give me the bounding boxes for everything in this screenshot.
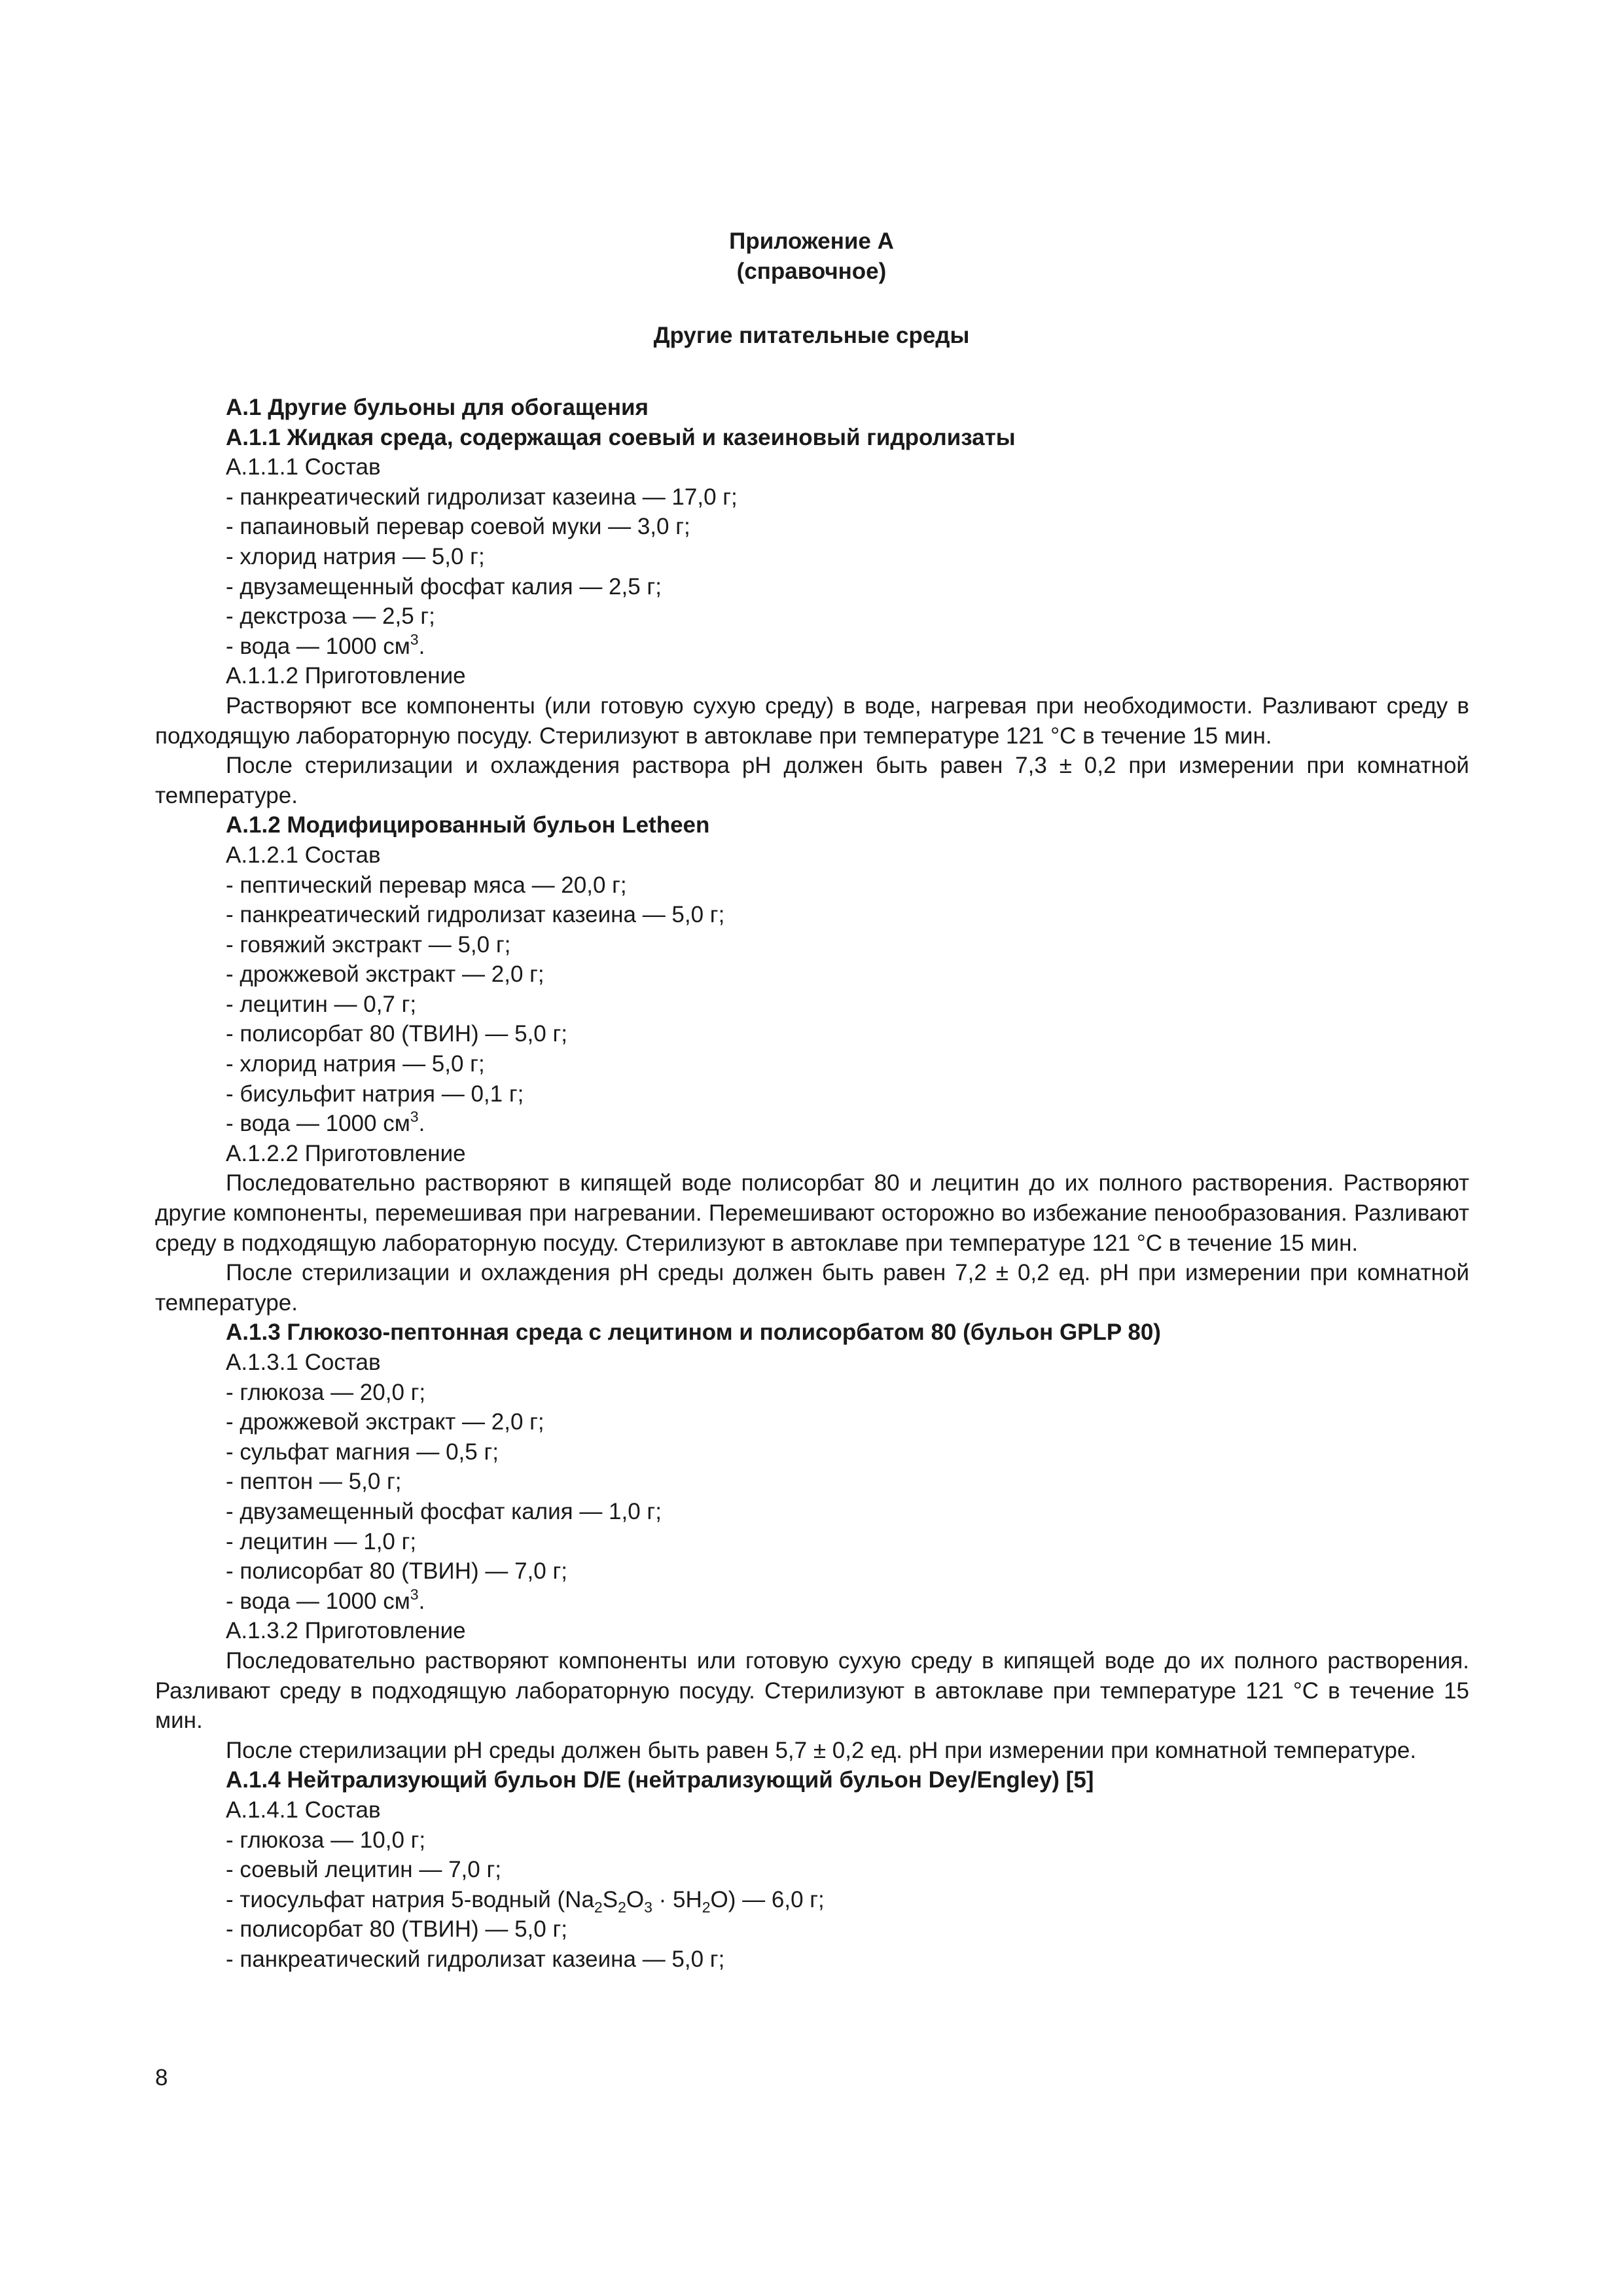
subsection-heading: А.1.4 Нейтрализующий бульон D/E (нейтрализующий бульон Dey/Engley) [5]: [226, 1767, 1094, 1793]
formula-subscript: 2: [702, 1898, 711, 1916]
appendix-title: Другие питательные среды: [653, 323, 970, 348]
list-item: - соевый лецитин — 7,0 г;: [226, 1857, 501, 1883]
list-item: - панкреатический гидролизат казеина — 17,0 г;: [226, 484, 738, 510]
paragraph: Последовательно растворяют в кипящей воде полисорбат 80 и лецитин до их полного растворения. Растворяют другие компоненты, перемешивая при нагревании. Перемешивают осторожно во избежание пенообразования. Разливают среду в подходящую лабораторную посуду. Стерилизуют в автоклаве при температуре 121 °С в течение 15 мин.: [155, 1170, 1469, 1256]
list-item: - дрожжевой экстракт — 2,0 г;: [226, 961, 544, 988]
list-item-thiosulfate: [155, 1885, 1469, 1915]
water-text: - вода — 1000 см: [226, 1588, 410, 1614]
list-item: - пептический перевар мяса — 20,0 г;: [226, 872, 627, 898]
list-item-water: [155, 1109, 1469, 1139]
paragraph: После стерилизации и охлаждения раствора pH должен быть равен 7,3 ± 0,2 при измерении при комнатной температуре.: [155, 753, 1469, 808]
list-item: - папаиновый перевар соевой муки — 3,0 г;: [226, 514, 690, 540]
subsection-heading: А.1.3 Глюкозо-пептонная среда с лецитином и полисорбатом 80 (бульон GPLP 80): [226, 1319, 1161, 1346]
subsection-heading: А.1.2 Модифицированный бульон Letheen: [226, 812, 710, 838]
list-item: - декстроза — 2,5 г;: [226, 603, 435, 630]
composition-heading: А.1.4.1 Состав: [226, 1797, 381, 1823]
formula-text: S: [602, 1886, 618, 1912]
subsection-heading: А.1.1 Жидкая среда, содержащая соевый и казеиновый гидролизаты: [226, 424, 1016, 450]
cube-superscript: 3: [410, 1108, 419, 1126]
document-body: [155, 393, 1469, 1974]
list-item: - панкреатический гидролизат казеина — 5,0 г;: [226, 1946, 725, 1972]
formula-text: · 5H: [652, 1886, 702, 1912]
cube-superscript: 3: [410, 630, 419, 648]
page-number: 8: [155, 2065, 168, 2090]
formula-subscript: 2: [594, 1898, 603, 1916]
preparation-heading: А.1.3.2 Приготовление: [226, 1618, 466, 1644]
appendix-label: Приложение А: [729, 228, 894, 254]
list-item: - полисорбат 80 (ТВИН) — 5,0 г;: [226, 1916, 567, 1943]
list-item: - двузамещенный фосфат калия — 2,5 г;: [226, 573, 662, 600]
paragraph: После стерилизации pH среды должен быть равен 5,7 ± 0,2 ед. pH при измерении при комнатной температуре.: [226, 1737, 1417, 1763]
water-text: - вода — 1000 см: [226, 1111, 410, 1137]
list-item: - бисульфит натрия — 0,1 г;: [226, 1081, 524, 1107]
list-item: - двузамещенный фосфат калия — 1,0 г;: [226, 1498, 662, 1524]
list-item: - глюкоза — 10,0 г;: [226, 1827, 426, 1853]
list-item: - пептон — 5,0 г;: [226, 1469, 402, 1495]
list-item: - полисорбат 80 (ТВИН) — 5,0 г;: [226, 1021, 567, 1047]
list-item: - панкреатический гидролизат казеина — 5,0 г;: [226, 902, 725, 928]
list-item: - сульфат магния — 0,5 г;: [226, 1439, 499, 1465]
paragraph: Растворяют все компоненты (или готовую сухую среду) в воде, нагревая при необходимости. Разливают среду в подходящую лабораторную посуду. Стерилизуют в автоклаве при температуре 121 °С в течение 15 мин.: [155, 692, 1469, 749]
list-item: - хлорид натрия — 5,0 г;: [226, 543, 485, 569]
period: .: [418, 1111, 425, 1137]
composition-heading: А.1.3.1 Состав: [226, 1350, 381, 1375]
list-item: - хлорид натрия — 5,0 г;: [226, 1051, 485, 1077]
paragraph: После стерилизации и охлаждения pH среды должен быть равен 7,2 ± 0,2 ед. pH при измерении при комнатной температуре.: [155, 1260, 1469, 1316]
list-item: - лецитин — 0,7 г;: [226, 991, 417, 1017]
list-item: - глюкоза — 20,0 г;: [226, 1379, 426, 1405]
preparation-heading: А.1.1.2 Приготовление: [226, 663, 466, 689]
formula-text: O) — 6,0 г;: [710, 1886, 825, 1912]
preparation-heading: А.1.2.2 Приготовление: [226, 1140, 466, 1166]
appendix-type: (справочное): [736, 259, 887, 284]
list-item: - лецитин — 1,0 г;: [226, 1528, 417, 1554]
formula-subscript: 3: [644, 1898, 652, 1916]
list-item: - дрожжевой экстракт — 2,0 г;: [226, 1409, 544, 1435]
cube-superscript: 3: [410, 1585, 419, 1603]
paragraph: Последовательно растворяют компоненты или готовую сухую среду в кипящей воде до их полного растворения. Разливают среду в подходящую лабораторную посуду. Стерилизуют в автоклаве при температуре 121 °С в течение 15 мин.: [155, 1647, 1469, 1734]
section-heading: А.1 Другие бульоны для обогащения: [226, 395, 649, 420]
period: .: [418, 1588, 425, 1614]
list-item-water: [155, 1587, 1469, 1617]
formula-text: - тиосульфат натрия 5-водный (Na: [226, 1886, 594, 1912]
composition-heading: А.1.2.1 Состав: [226, 842, 381, 868]
list-item-water: [155, 632, 1469, 662]
composition-heading: А.1.1.1 Состав: [226, 454, 381, 480]
formula-text: O: [626, 1886, 645, 1912]
formula-subscript: 2: [618, 1898, 626, 1916]
list-item: - говяжий экстракт — 5,0 г;: [226, 931, 511, 958]
water-text: - вода — 1000 см: [226, 633, 410, 659]
period: .: [418, 633, 425, 659]
list-item: - полисорбат 80 (ТВИН) — 7,0 г;: [226, 1558, 567, 1585]
